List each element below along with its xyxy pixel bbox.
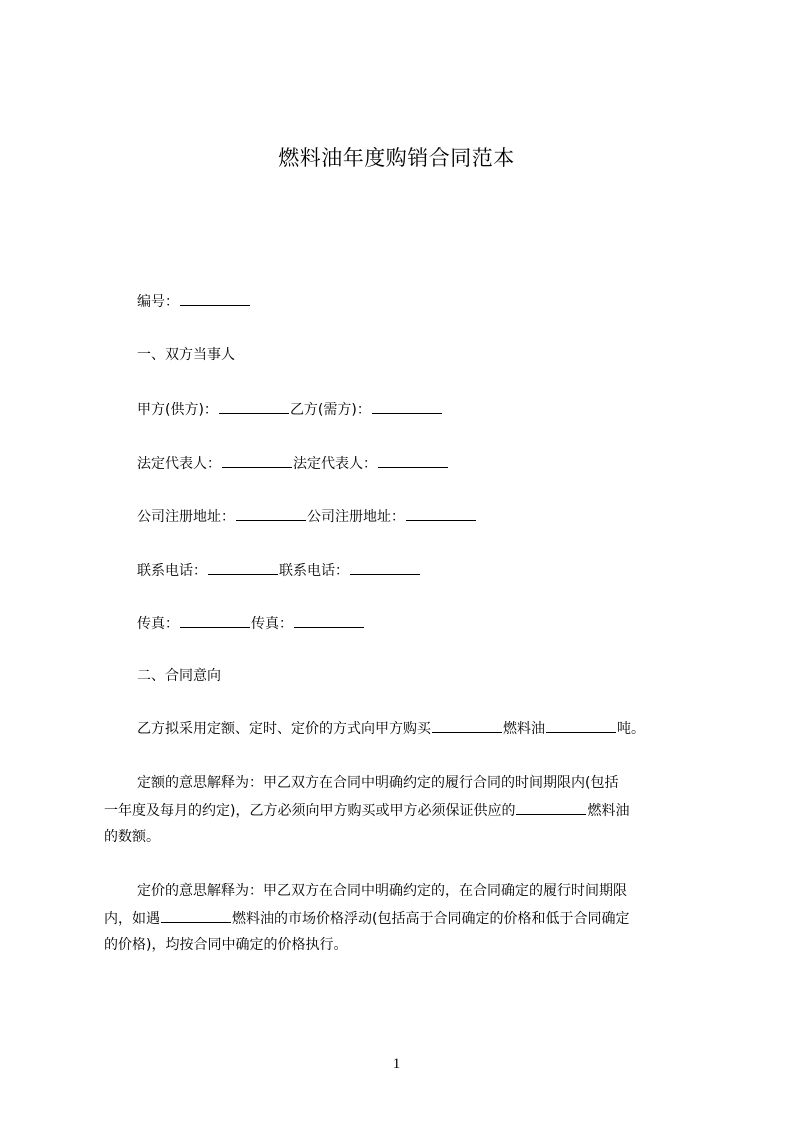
- contract-number-label: 编号：: [137, 294, 179, 310]
- phone-line: [137, 560, 421, 581]
- fax-line: [137, 613, 365, 634]
- fax-a-label: 传真：: [137, 616, 179, 632]
- party-b-blank[interactable]: [372, 399, 442, 414]
- price-line-3: 的价格)，均按合同中确定的价格执行。: [104, 937, 348, 953]
- page-number: 1: [392, 1056, 401, 1072]
- legal-rep-a-blank[interactable]: [222, 453, 292, 468]
- price-text-2b: 燃料油的市场价格浮动(包括高于合同确定的价格和低于合同确定: [232, 911, 630, 927]
- document-title: 燃料油年度购销合同范本: [278, 146, 515, 170]
- quota-line-1: 定额的意思解释为：甲乙双方在合同中明确约定的履行合同的时间期限内(包括: [137, 775, 619, 791]
- section2-heading: 二、合同意向: [137, 668, 221, 684]
- contract-number-blank[interactable]: [180, 291, 250, 306]
- quota-text-2b: 燃料油: [587, 803, 630, 819]
- quota-fuel-blank[interactable]: [516, 800, 586, 815]
- fax-b-blank[interactable]: [294, 613, 364, 628]
- legal-rep-b-label: 法定代表人：: [293, 456, 377, 472]
- address-b-blank[interactable]: [406, 506, 476, 521]
- party-b-label: 乙方(需方)：: [289, 402, 371, 418]
- phone-a-blank[interactable]: [208, 560, 278, 575]
- legal-rep-a-label: 法定代表人：: [137, 456, 221, 472]
- legal-rep-b-blank[interactable]: [378, 453, 448, 468]
- party-a-blank[interactable]: [219, 399, 289, 414]
- fax-a-blank[interactable]: [180, 613, 250, 628]
- price-fuel-blank[interactable]: [161, 908, 231, 923]
- intent-text-2: 燃料油: [503, 721, 545, 737]
- quota-text-2a: 一年度及每月的约定)，乙方必须向甲方购买或甲方必须保证供应的: [104, 803, 516, 819]
- intent-text-3: 吨。: [617, 721, 645, 737]
- address-a-blank[interactable]: [236, 506, 306, 521]
- tonnage-blank[interactable]: [546, 718, 616, 733]
- address-b-label: 公司注册地址：: [307, 509, 405, 525]
- price-line-2: [104, 908, 629, 929]
- phone-b-blank[interactable]: [350, 560, 420, 575]
- legal-rep-line: [137, 453, 449, 474]
- quota-line-2: [104, 800, 629, 821]
- intent-line: [137, 718, 645, 739]
- contract-number-line: [137, 291, 251, 312]
- price-line-1: 定价的意思解释为：甲乙双方在合同中明确约定的，在合同确定的履行时间期限: [137, 883, 627, 899]
- price-text-2a: 内，如遇: [104, 911, 160, 927]
- fuel-quantity-blank[interactable]: [432, 718, 502, 733]
- fax-b-label: 传真：: [251, 616, 293, 632]
- phone-b-label: 联系电话：: [279, 563, 349, 579]
- address-line: [137, 506, 477, 527]
- phone-a-label: 联系电话：: [137, 563, 207, 579]
- address-a-label: 公司注册地址：: [137, 509, 235, 525]
- intent-text-1: 乙方拟采用定额、定时、定价的方式向甲方购买: [137, 721, 431, 737]
- quota-line-3: 的数额。: [104, 829, 160, 845]
- party-a-label: 甲方(供方)：: [137, 402, 218, 418]
- section1-heading: 一、双方当事人: [137, 347, 235, 363]
- party-line: [137, 399, 443, 420]
